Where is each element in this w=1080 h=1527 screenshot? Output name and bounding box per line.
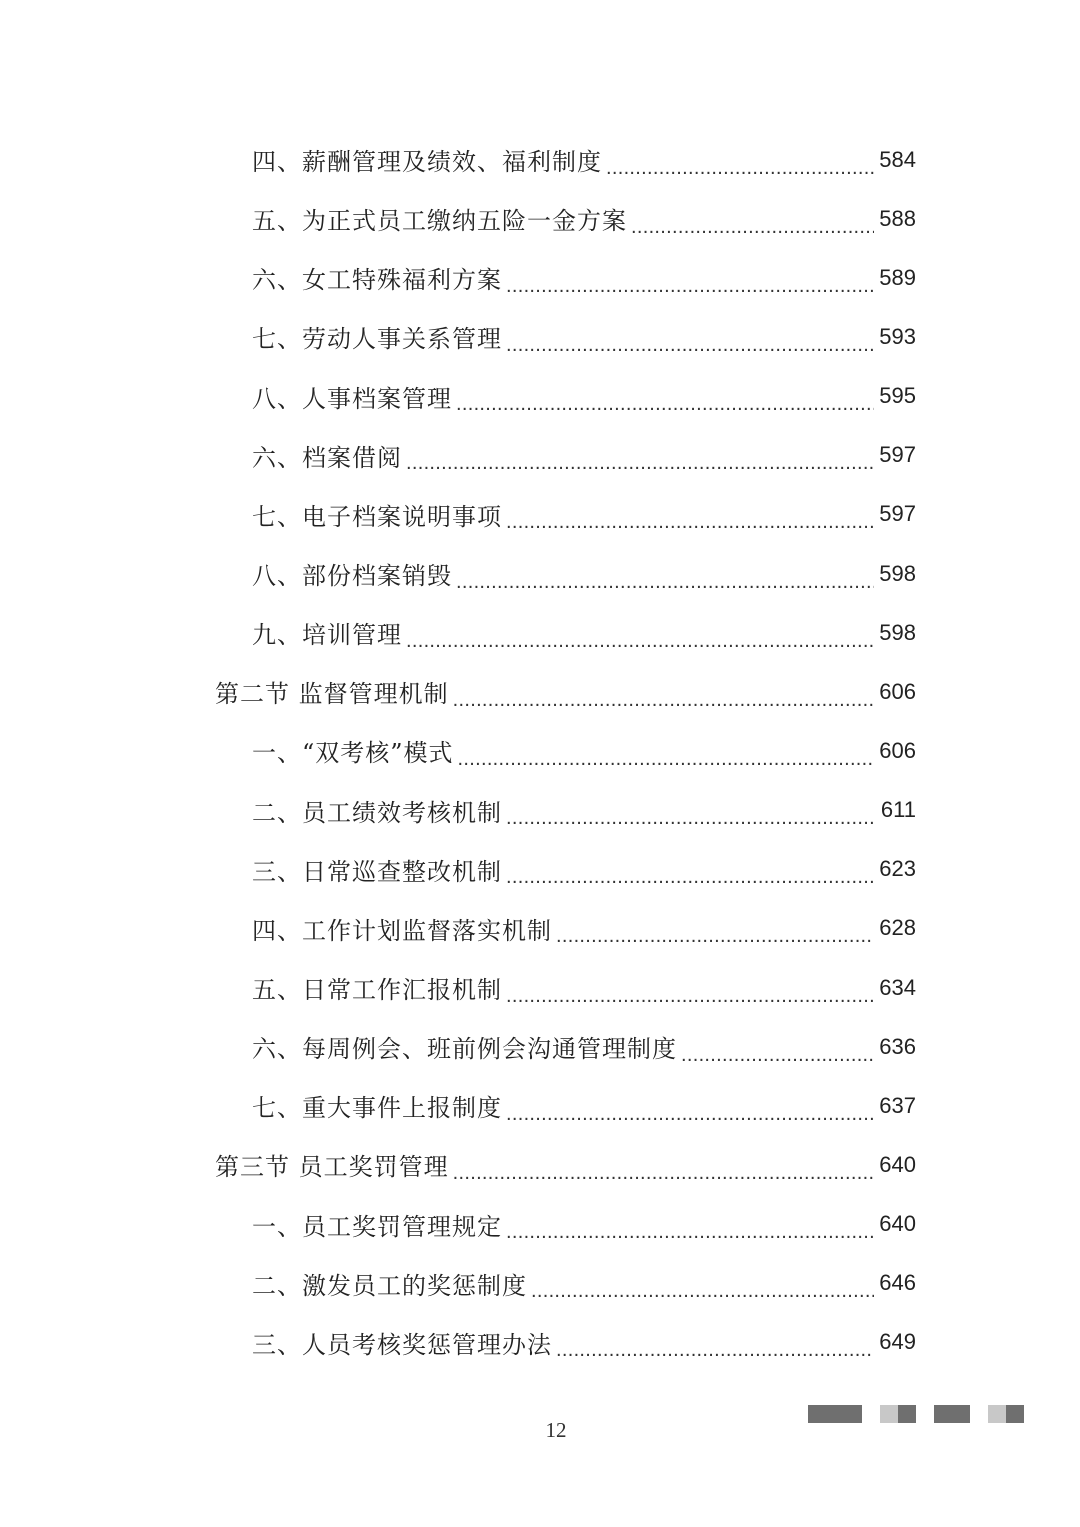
toc-entry[interactable]	[0, 485, 1080, 544]
toc-entry-page: 597	[879, 442, 916, 468]
footer-decoration	[808, 1405, 862, 1423]
toc-entry-page: 640	[879, 1211, 916, 1237]
toc-entry-page: 606	[879, 737, 916, 763]
toc-entry-page: 628	[879, 915, 916, 941]
toc-entry-page: 597	[879, 501, 916, 527]
toc-entry[interactable]	[0, 544, 1080, 603]
toc-dot-leader	[456, 388, 874, 412]
toc-entry-page: 593	[879, 323, 916, 349]
toc-entry-page: 623	[879, 856, 916, 882]
toc-dot-leader	[506, 1216, 874, 1240]
toc-entry-title: 七、重大事件上报制度	[252, 1094, 502, 1123]
toc-entry[interactable]	[0, 367, 1080, 426]
toc-entry-page: 646	[879, 1270, 916, 1296]
toc-entry-title: 五、为正式员工缴纳五险一金方案	[252, 207, 627, 236]
toc-entry[interactable]	[0, 958, 1080, 1017]
table-of-contents	[0, 130, 1080, 1372]
toc-entry-page: 611	[880, 797, 916, 823]
toc-entry-title: 二、激发员工的奖惩制度	[252, 1271, 527, 1300]
toc-entry-title: 七、电子档案说明事项	[252, 502, 502, 531]
toc-dot-leader	[506, 329, 874, 353]
toc-dot-leader	[681, 1039, 874, 1063]
toc-entry-title: 三、日常巡查整改机制	[252, 857, 502, 886]
toc-entry-page: 637	[879, 1092, 916, 1118]
toc-entry[interactable]	[0, 899, 1080, 958]
page-number: 12	[545, 1418, 567, 1442]
toc-dot-leader	[456, 566, 874, 590]
toc-entry[interactable]	[0, 721, 1080, 780]
toc-dot-leader	[506, 980, 874, 1004]
toc-entry[interactable]	[0, 1195, 1080, 1254]
toc-dot-leader	[606, 152, 874, 176]
footer-decoration	[898, 1405, 916, 1423]
toc-dot-leader	[458, 743, 874, 767]
toc-entry-title: 二、员工绩效考核机制	[252, 798, 502, 827]
toc-section-entry[interactable]	[0, 662, 1080, 721]
toc-entry-title: 六、女工特殊福利方案	[252, 266, 502, 295]
toc-entry-title: 六、档案借阅	[252, 443, 402, 472]
toc-entry-title: 四、薪酬管理及绩效、福利制度	[252, 148, 602, 177]
toc-entry-title: 七、劳动人事关系管理	[252, 325, 502, 354]
footer-decoration	[1006, 1405, 1024, 1423]
toc-entry[interactable]	[0, 1313, 1080, 1372]
toc-entry-page: 640	[879, 1151, 916, 1177]
toc-entry[interactable]	[0, 307, 1080, 366]
toc-dot-leader	[556, 1334, 874, 1358]
toc-entry-page: 634	[879, 974, 916, 1000]
toc-entry[interactable]	[0, 1017, 1080, 1076]
toc-entry-title: 一、员工奖罚管理规定	[252, 1212, 502, 1241]
toc-entry-page: 589	[879, 264, 916, 290]
toc-dot-leader	[531, 1275, 874, 1299]
toc-dot-leader	[406, 447, 874, 471]
toc-dot-leader	[453, 1157, 874, 1181]
toc-entry-page: 598	[879, 560, 916, 586]
footer-decoration	[988, 1405, 1006, 1423]
toc-dot-leader	[506, 506, 874, 530]
toc-dot-leader	[556, 920, 874, 944]
toc-dot-leader	[506, 270, 874, 294]
toc-section-title: 第三节 员工奖罚管理	[215, 1153, 449, 1182]
toc-entry-page: 606	[879, 678, 916, 704]
toc-entry-title: 四、工作计划监督落实机制	[252, 916, 552, 945]
toc-dot-leader	[406, 625, 874, 649]
toc-entry-page: 636	[879, 1033, 916, 1059]
footer-decoration	[934, 1405, 970, 1423]
toc-entry[interactable]	[0, 426, 1080, 485]
toc-entry-title: 三、人员考核奖惩管理办法	[252, 1330, 552, 1359]
toc-entry-title: 八、人事档案管理	[252, 384, 452, 413]
toc-entry-page: 595	[879, 383, 916, 409]
toc-entry[interactable]	[0, 248, 1080, 307]
toc-section-entry[interactable]	[0, 1135, 1080, 1194]
toc-section-title: 第二节 监督管理机制	[215, 680, 449, 709]
toc-entry-title: 九、培训管理	[252, 621, 402, 650]
toc-entry-title: 六、每周例会、班前例会沟通管理制度	[252, 1035, 677, 1064]
toc-entry-title: 八、部份档案销毁	[252, 562, 452, 591]
toc-entry[interactable]	[0, 781, 1080, 840]
toc-entry-title: 五、日常工作汇报机制	[252, 976, 502, 1005]
toc-dot-leader	[631, 211, 874, 235]
toc-dot-leader	[506, 861, 874, 885]
toc-entry[interactable]	[0, 1254, 1080, 1313]
toc-dot-leader	[506, 802, 874, 826]
toc-entry[interactable]	[0, 189, 1080, 248]
toc-entry[interactable]	[0, 603, 1080, 662]
toc-entry[interactable]	[0, 1076, 1080, 1135]
toc-dot-leader	[453, 684, 874, 708]
toc-entry-page: 584	[879, 146, 916, 172]
footer-decoration	[880, 1405, 898, 1423]
toc-entry-title: 一、“双考核”模式	[252, 739, 454, 768]
toc-entry[interactable]	[0, 840, 1080, 899]
toc-dot-leader	[506, 1098, 874, 1122]
toc-entry-page: 598	[879, 619, 916, 645]
toc-entry-page: 588	[879, 205, 916, 231]
toc-entry[interactable]	[0, 130, 1080, 189]
toc-entry-page: 649	[879, 1329, 916, 1355]
